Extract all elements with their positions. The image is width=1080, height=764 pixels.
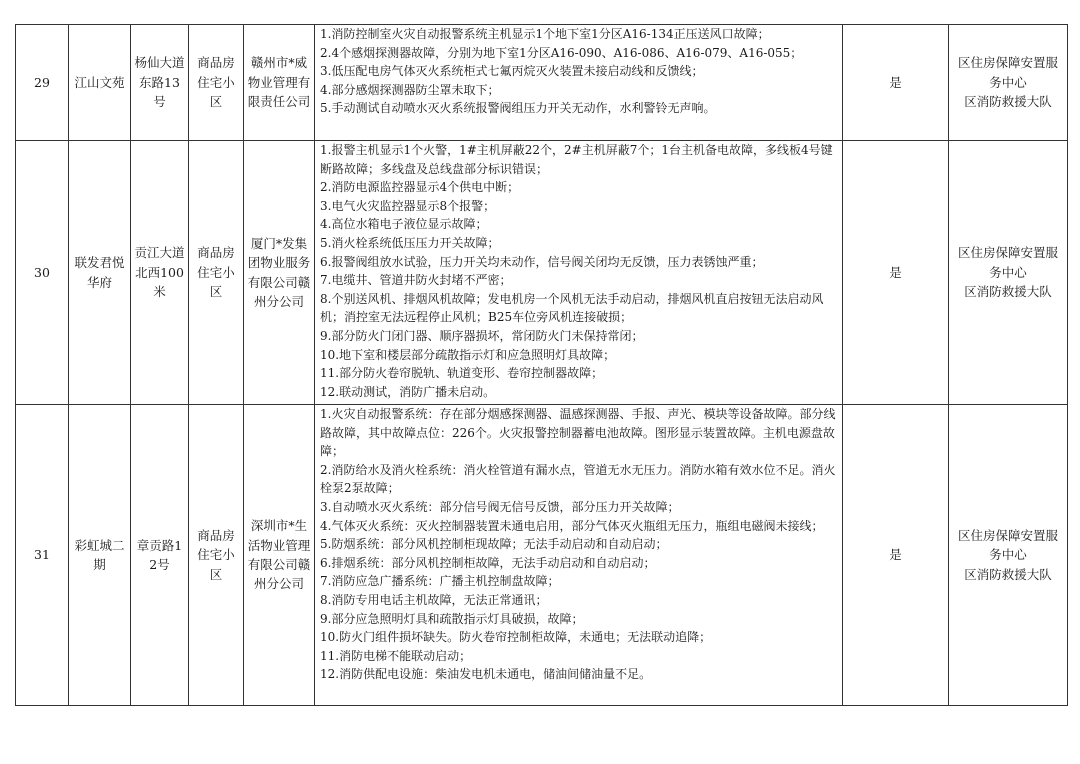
hazard-item: 7.消防应急广播系统：广播主机控制盘故障；: [320, 574, 560, 589]
hazard-details: [315, 25, 843, 141]
management-company: 厦门*发集团物业服务有限公司赣州分公司: [244, 141, 315, 405]
address: 贡江大道北西100米: [131, 141, 189, 405]
address: 章贡路12号: [131, 405, 189, 706]
hazard-item: 9.部分防火门闭门器、顺序器损坏，常闭防火门未保持常闭；: [320, 328, 644, 343]
hazard-item: 4.气体灭火系统：灭火控制器装置未通电启用，部分气体灭火瓶组无压力，瓶组电磁阀未接线；: [320, 518, 824, 533]
flag-cell: 是: [843, 405, 949, 706]
hazard-item: 3.电气火灾监控器显示8个报警；: [320, 198, 496, 213]
hazard-item: 8.消防专用电话主机故障，无法正常通讯；: [320, 592, 548, 607]
row-number: 30: [16, 141, 69, 405]
management-company: 深圳市*生活物业管理有限公司赣州分公司: [244, 405, 315, 706]
hazard-item: 2.4个感烟探测器故障，分别为地下室1分区A16-090、A16-086、A16-079、A16-055；: [320, 45, 803, 60]
table-row: [16, 141, 1068, 405]
flag-cell: 是: [843, 141, 949, 405]
hazard-item: 3.低压配电房气体灭火系统柜式七氟丙烷灭火装置未接启动线和反馈线；: [320, 64, 704, 79]
row-number: 31: [16, 405, 69, 706]
hazard-details: [315, 141, 843, 405]
community-name: 彩虹城二期: [69, 405, 131, 706]
hazard-item: 6.排烟系统：部分风机控制柜故障，无法手动启动和自动启动；: [320, 555, 656, 570]
hazard-item: 3.自动喷水灭火系统：部分信号阀无信号反馈，部分压力开关故障；: [320, 499, 680, 514]
hazard-item: 4.部分感烟探测器防尘罩未取下；: [320, 82, 500, 97]
hazard-item: 5.防烟系统：部分风机控制柜现故障；无法手动启动和自动启动；: [320, 537, 668, 552]
hazard-item: 5.消火栓系统低压压力开关故障；: [320, 235, 500, 250]
table-row: [16, 25, 1068, 141]
hazard-item: 1.报警主机显示1个火警，1#主机屏蔽22个，2#主机屏蔽7个；1台主机备电故障，多线板4号键断路故障；多线盘及总线盘部分标识错误；: [320, 143, 833, 176]
hazard-details: [315, 405, 843, 706]
hazard-item: 12.联动测试，消防广播未启动。: [320, 384, 496, 399]
property-type: 商品房住宅小区: [189, 141, 244, 405]
address: 杨仙大道东路13号: [131, 25, 189, 141]
responsible-dept: 区住房保障安置服务中心 区消防救援大队: [949, 405, 1068, 706]
hazard-item: 10.地下室和楼层部分疏散指示灯和应急照明灯具故障；: [320, 347, 616, 362]
table-row: [16, 405, 1068, 706]
hazard-item: 5.手动测试自动喷水灭火系统报警阀组压力开关无动作，水利警铃无声响。: [320, 101, 716, 116]
hazard-table: [15, 24, 1068, 706]
property-type: 商品房住宅小区: [189, 25, 244, 141]
hazard-item: 11.部分防火卷帘脱轨、轨道变形、卷帘控制器故障；: [320, 366, 604, 381]
community-name: 江山文苑: [69, 25, 131, 141]
hazard-item: 12.消防供配电设施：柴油发电机未通电，储油间储油量不足。: [320, 667, 652, 682]
hazard-item: 2.消防电源监控器显示4个供电中断；: [320, 180, 520, 195]
management-company: 赣州市*威物业管理有限责任公司: [244, 25, 315, 141]
flag-cell: 是: [843, 25, 949, 141]
community-name: 联发君悦华府: [69, 141, 131, 405]
hazard-item: 11.消防电梯不能联动启动；: [320, 648, 472, 663]
hazard-item: 2.消防给水及消火栓系统：消火栓管道有漏水点，管道无水无压力。消防水箱有效水位不足。消火栓泵2泵故障；: [320, 462, 836, 496]
row-number: 29: [16, 25, 69, 141]
hazard-item: 7.电缆井、管道井防火封堵不严密；: [320, 273, 512, 288]
property-type: 商品房住宅小区: [189, 405, 244, 706]
responsible-dept: 区住房保障安置服务中心 区消防救援大队: [949, 141, 1068, 405]
hazard-item: 4.高位水箱电子液位显示故障；: [320, 217, 488, 232]
responsible-dept: 区住房保障安置服务中心 区消防救援大队: [949, 25, 1068, 141]
hazard-item: 10.防火门组件损坏缺失。防火卷帘控制柜故障，未通电；无法联动追降；: [320, 630, 712, 645]
hazard-item: 9.部分应急照明灯具和疏散指示灯具破损，故障；: [320, 611, 584, 626]
hazard-item: 6.报警阀组放水试验，压力开关均未动作，信号阀关闭均无反馈，压力表锈蚀严重；: [320, 254, 764, 269]
hazard-item: 8.个别送风机、排烟风机故障；发电机房一个风机无法手动启动，排烟风机直启按钮无法启动风机；消控室无法远程停止风机；B25车位旁风机连接破损；: [320, 291, 824, 325]
hazard-item: 1.消防控制室火灾自动报警系统主机显示1个地下室1分区A16-134正压送风口故障；: [320, 27, 770, 41]
hazard-item: 1.火灾自动报警系统：存在部分烟感探测器、温感探测器、手报、声光、模块等设备故障。部分线路故障，其中故障点位：226个。火灾报警控制器蓄电池故障。图形显示装置故障。主机电源盘故障；: [320, 407, 836, 459]
